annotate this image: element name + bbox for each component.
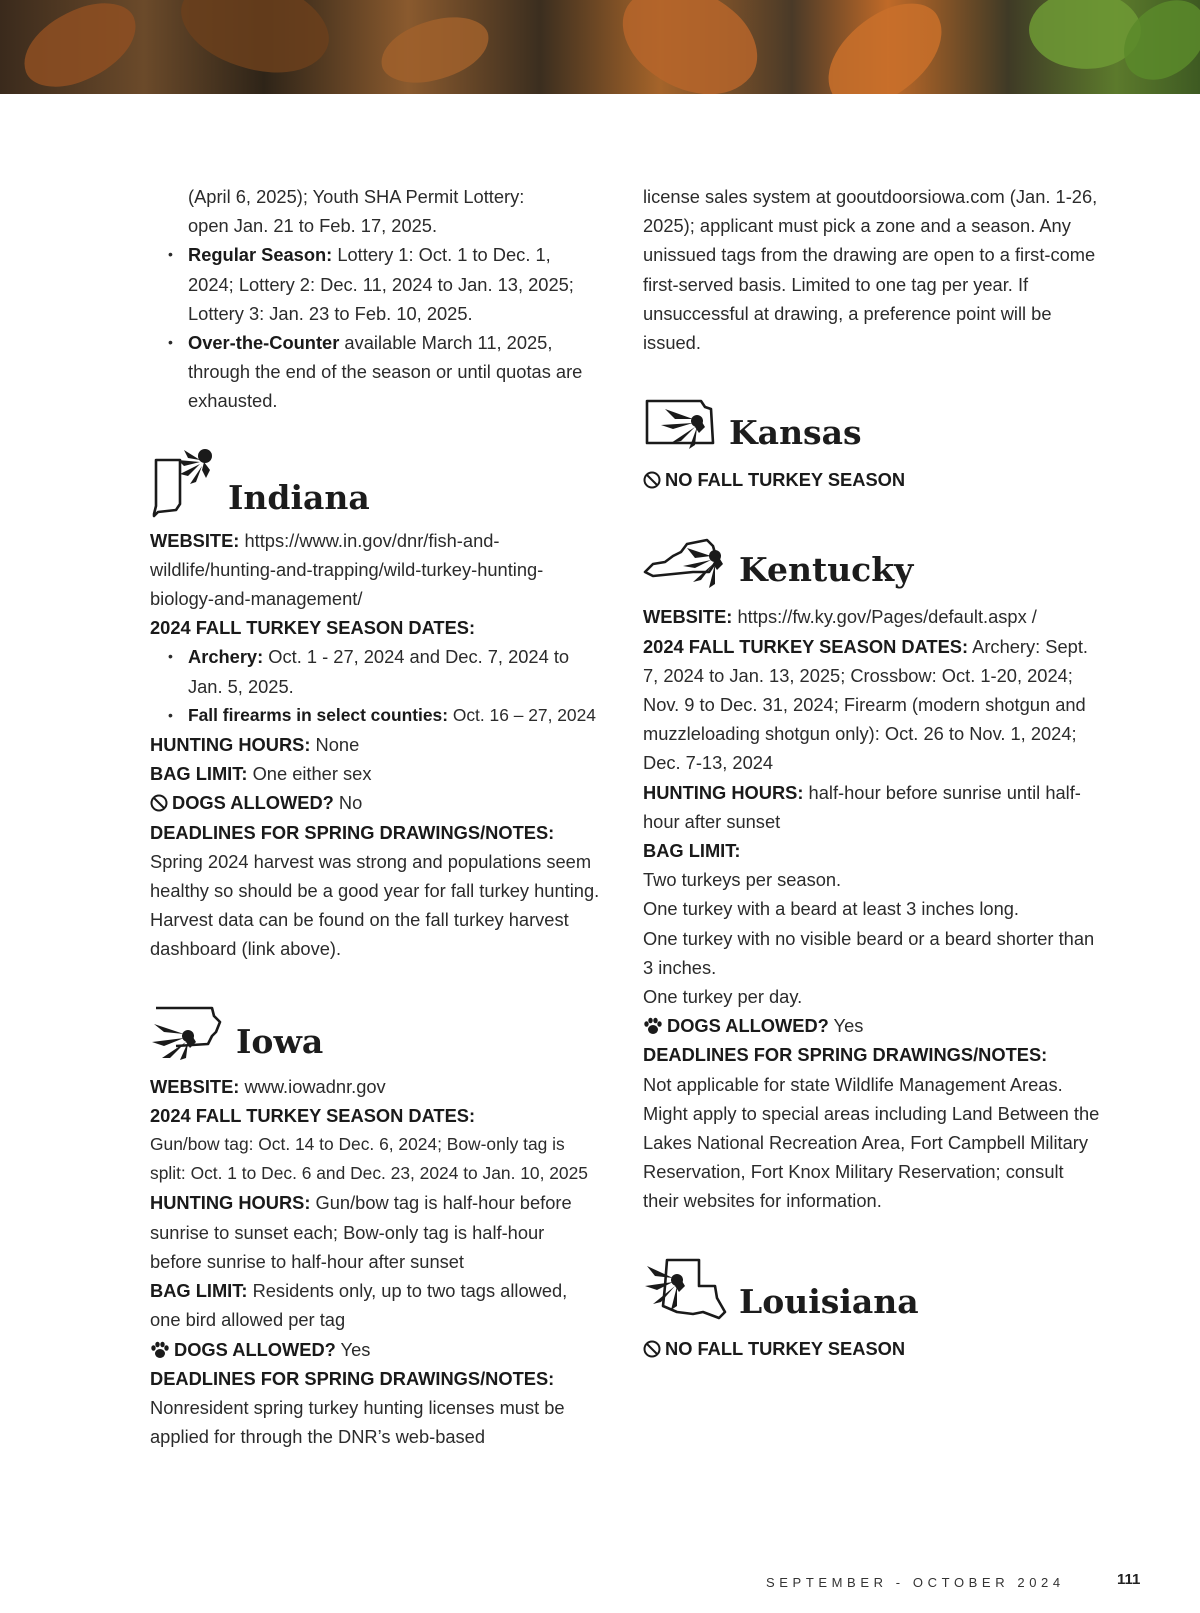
list-item: • Regular Season: Lottery 1: Oct. 1 to Dec. 1, 2024; Lottery 2: Dec. 11, 2024 to Jan. 13, 2025; Lottery 3: Jan. 23 to Feb. 10, 2025. <box>188 240 600 328</box>
louisiana-turkey-icon <box>643 1256 727 1322</box>
louisiana-section <box>643 1256 1103 1363</box>
dogs-line: DOGS ALLOWED? Yes <box>643 1011 1103 1040</box>
no-season-notice: NO FALL TURKEY SEASON <box>643 465 1103 494</box>
dogs-line: DOGS ALLOWED? No <box>150 788 600 817</box>
state-title: Kentucky <box>739 550 914 590</box>
no-season-notice: NO FALL TURKEY SEASON <box>643 1334 1103 1363</box>
bag-label: BAG LIMIT: <box>643 840 741 862</box>
louisiana-heading <box>643 1256 1103 1322</box>
state-title: Indiana <box>228 477 370 517</box>
list-item: • Archery: Oct. 1 - 27, 2024 and Dec. 7, 2024 to Jan. 5, 2025. <box>188 642 600 700</box>
dates-text: Gun/bow tag: Oct. 14 to Dec. 6, 2024; Bow-only tag is split: Oct. 1 to Dec. 6 and Dec. 23, 2024 to Jan. 10, 2025 <box>150 1134 588 1184</box>
list-item: • Fall firearms in select counties: Oct. 16 – 27, 2024 <box>188 701 600 730</box>
intro-text: license sales system at gooutdoorsiowa.com (Jan. 1-26, 2025); applicant must pick a zone and a season. Any unissued tags from the drawing are open to a first-come first-served basis. Limited to one tag per year. If unsuccessful at drawing, a preference point will be issued. <box>643 186 1098 354</box>
dogs-line: DOGS ALLOWED? Yes <box>150 1335 600 1364</box>
kentucky-section <box>643 538 1103 1215</box>
paw-icon <box>643 1017 663 1035</box>
iowa-turkey-icon <box>150 1002 224 1062</box>
right-column <box>643 182 1103 1363</box>
deadlines-text: Spring 2024 harvest was strong and populations seem healthy so should be a good year for fall turkey hunting. Harvest data can be found on the fall turkey harvest dashboard (link above). <box>150 850 600 960</box>
paw-icon <box>150 1341 170 1359</box>
bag-line: Two turkeys per season. <box>643 869 842 891</box>
dates-list <box>150 642 600 730</box>
dates-label: 2024 FALL TURKEY SEASON DATES: <box>150 1104 476 1126</box>
no-symbol-icon <box>150 794 168 812</box>
bag-line: One turkey with a beard at least 3 inches long. <box>643 898 1019 920</box>
dates-line: 2024 FALL TURKEY SEASON DATES: Archery: Sept. 7, 2024 to Jan. 13, 2025; Crossbow: Oct. 1-20, 2024; Nov. 9 to Dec. 31, 2024; Firearm (modern shotgun and muzzleloading shotgun only): Oct. 26 to Nov. 1, 2024; Dec. 7-13, 2024 <box>643 635 1088 774</box>
leaves-banner-image <box>0 0 1200 94</box>
hours-line: HUNTING HOURS: half-hour before sunrise until half-hour after sunset <box>643 781 1081 832</box>
kansas-turkey-icon <box>643 397 717 453</box>
kansas-section <box>643 397 1103 494</box>
no-symbol-icon <box>643 1340 661 1358</box>
bag-line: One turkey per day. <box>643 986 803 1008</box>
intro-line: open Jan. 21 to Feb. 17, 2025. <box>188 215 438 237</box>
indiana-section <box>150 446 600 964</box>
website-link[interactable]: www.iowadnr.gov <box>239 1075 386 1097</box>
deadlines-label: DEADLINES FOR SPRING DRAWINGS/NOTES: <box>643 1044 1048 1066</box>
bag-line: BAG LIMIT: One either sex <box>150 763 372 785</box>
indiana-turkey-icon <box>150 446 216 518</box>
season-list <box>150 240 600 415</box>
intro-line: (April 6, 2025); Youth SHA Permit Lottery: <box>188 186 525 207</box>
state-title: Iowa <box>236 1021 324 1061</box>
website-line: WEBSITE: https://www.in.gov/dnr/fish-and-wildlife/hunting-and-trapping/wild-turkey-hunting-biology-and-management/ <box>150 529 544 610</box>
website-link[interactable]: https://fw.ky.gov/Pages/default.aspx / <box>732 606 1037 628</box>
list-item: • Over-the-Counter available March 11, 2025, through the end of the season or until quotas are exhausted. <box>188 328 600 416</box>
deadlines-label: DEADLINES FOR SPRING DRAWINGS/NOTES: <box>150 1367 555 1389</box>
state-title: Kansas <box>729 413 862 453</box>
kentucky-heading <box>643 538 1103 590</box>
indiana-heading <box>150 446 600 518</box>
iowa-section <box>150 1002 600 1452</box>
website-line: WEBSITE: https://fw.ky.gov/Pages/default.aspx / <box>643 606 1037 628</box>
hours-line: HUNTING HOURS: None <box>150 734 360 756</box>
dates-label: 2024 FALL TURKEY SEASON DATES: <box>150 617 476 639</box>
deadlines-text: Nonresident spring turkey hunting licenses must be applied for through the DNR’s web-based <box>150 1396 565 1448</box>
issue-footer: SEPTEMBER - OCTOBER 2024 <box>766 1575 1065 1590</box>
deadlines-text: Not applicable for state Wildlife Management Areas. Might apply to special areas including Land Between the Lakes National Recreation Area, Fort Campbell Military Reservation, Fort Knox Military Reservation; consult their websites for information. <box>643 1073 1100 1212</box>
bag-line: BAG LIMIT: Residents only, up to two tags allowed, one bird allowed per tag <box>150 1280 568 1331</box>
website-line: WEBSITE: www.iowadnr.gov <box>150 1075 386 1097</box>
kentucky-turkey-icon <box>643 538 727 590</box>
no-symbol-icon <box>643 471 661 489</box>
hours-line: HUNTING HOURS: Gun/bow tag is half-hour before sunrise to sunset each; Bow-only tag is half-hour before sunrise to half-hour after sunset <box>150 1192 572 1272</box>
website-link[interactable]: https://www.in.gov/dnr/fish-and-wildlife/hunting-and-trapping/wild-turkey-hunting-biology-and-management/ <box>150 529 544 610</box>
bag-line: One turkey with no visible beard or a beard shorter than 3 inches. <box>643 927 1095 978</box>
iowa-heading <box>150 1002 600 1062</box>
deadlines-label: DEADLINES FOR SPRING DRAWINGS/NOTES: <box>150 821 555 843</box>
page-number: 111 <box>1117 1571 1141 1588</box>
state-title: Louisiana <box>739 1281 919 1321</box>
left-column <box>150 182 600 1451</box>
kansas-heading <box>643 397 1103 453</box>
